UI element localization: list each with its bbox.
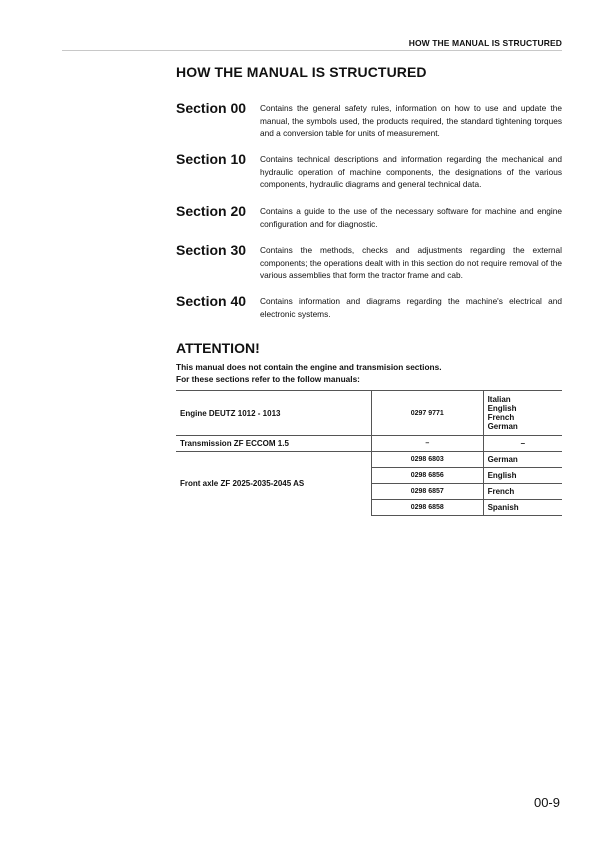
table-row (176, 391, 562, 436)
manual-code: 0298 6803 (372, 452, 484, 468)
manual-language: – (483, 436, 562, 452)
page-number: 00-9 (533, 795, 560, 810)
page-title: HOW THE MANUAL IS STRUCTURED (176, 64, 427, 80)
manual-code: 0298 6856 (372, 468, 484, 484)
section-description: Contains a guide to the use of the necessary software for machine and engine configuration and for diagnostic. (260, 206, 562, 229)
table-row (176, 436, 562, 452)
manual-code: – (372, 436, 484, 452)
table-row (176, 452, 562, 468)
running-header: HOW THE MANUAL IS STRUCTURED (408, 38, 562, 48)
manual-language: French (483, 484, 562, 500)
manual-code: 0298 6858 (372, 500, 484, 516)
manual-name: Front axle ZF 2025-2035-2045 AS (176, 452, 372, 516)
section-title: Section 00 (176, 100, 247, 116)
section-title: Section 40 (176, 293, 247, 309)
manuals-table (176, 390, 562, 516)
language: French (487, 413, 515, 422)
attention-title: ATTENTION! (176, 340, 260, 356)
language: English (487, 404, 517, 413)
section-title: Section 10 (176, 151, 247, 167)
attention-line-2: For these sections refer to the follow manuals: (176, 374, 360, 384)
manual-name: Transmission ZF ECCOM 1.5 (176, 436, 372, 452)
header-rule (62, 50, 562, 51)
language: Italian (487, 395, 511, 404)
section-description: Contains the general safety rules, information on how to use and update the manual, the symbols used, the products required, the standard tightening torques and a conversion table for units of measurement. (260, 103, 562, 138)
language: German (487, 422, 518, 431)
manual-languages (483, 391, 562, 436)
manual-language: English (483, 468, 562, 484)
section-description: Contains information and diagrams regarding the machine's electrical and electronic systems. (260, 296, 562, 319)
section-title: Section 20 (176, 203, 247, 219)
attention-line-1: This manual does not contain the engine and transmision sections. (176, 362, 442, 372)
manual-code: 0297 9771 (372, 391, 484, 436)
section-description: Contains technical descriptions and information regarding the mechanical and hydraulic operation of machine components, the designations of the various components, hydraulic diagrams and general technical data. (260, 154, 562, 189)
manual-language: Spanish (483, 500, 562, 516)
section-description: Contains the methods, checks and adjustments regarding the external components; the operations dealt with in this section do not require removal of the various assemblies that form the tractor frame and cab. (260, 245, 562, 280)
manual-name: Engine DEUTZ 1012 - 1013 (176, 391, 372, 436)
manual-code: 0298 6857 (372, 484, 484, 500)
manual-language: German (483, 452, 562, 468)
section-title: Section 30 (176, 242, 247, 258)
